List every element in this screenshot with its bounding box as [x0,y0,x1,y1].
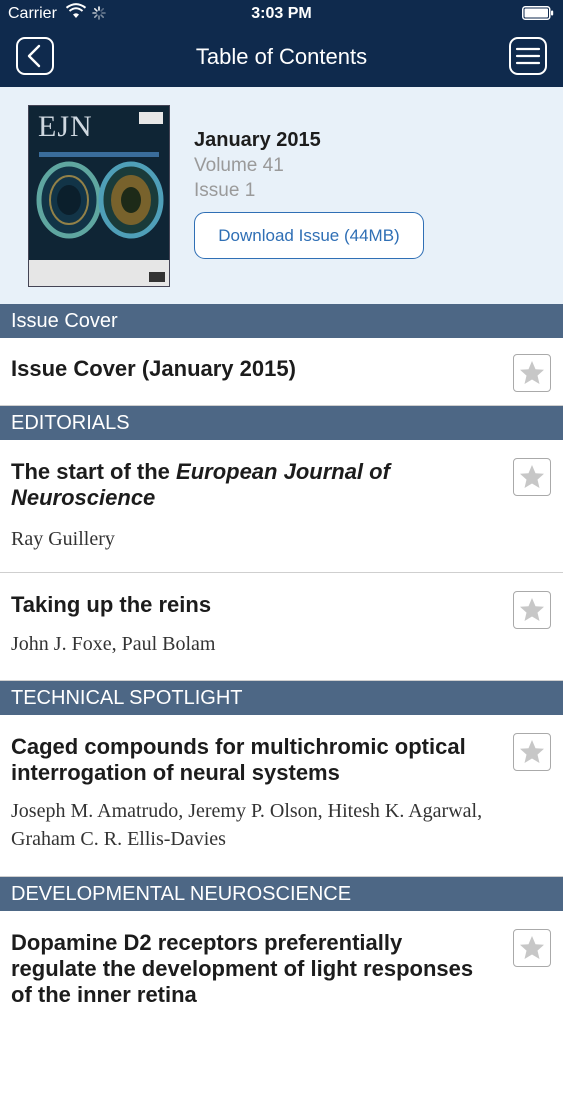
cover-footer [29,260,169,286]
article-authors: Joseph M. Amatrudo, Jeremy P. Olson, Hitesh K. Agarwal, Graham C. R. Ellis-Davies [11,800,483,850]
status-bar [0,0,563,30]
section-header-issue-cover: Issue Cover [0,304,563,338]
list-item[interactable] [0,573,563,681]
article-title: Taking up the reins [11,592,212,617]
favorite-button[interactable] [513,929,551,967]
menu-button[interactable] [509,37,547,75]
section-header-developmental-neuroscience: DEVELOPMENTAL NEUROSCIENCE [0,877,563,911]
section-header-editorials: EDITORIALS [0,406,563,440]
issue-header [0,87,563,304]
favorite-button[interactable] [513,354,551,392]
article-title: Caged compounds for multichromic optical interrogation of neural systems [11,734,466,785]
article-authors: John J. Foxe, Paul Bolam [11,633,216,655]
section-header-technical-spotlight: TECHNICAL SPOTLIGHT [0,681,563,715]
issue-month: January 2015 [194,129,321,151]
star-icon [518,359,546,387]
favorite-button[interactable] [513,733,551,771]
list-item[interactable] [0,715,563,877]
cover-artwork [29,158,170,258]
cover-band [39,152,159,157]
article-title: Dopamine D2 receptors preferentially regulate the development of light responses of the inner retina [11,930,474,1007]
download-issue-button[interactable]: Download Issue (44MB) [194,212,424,259]
star-icon [518,596,546,624]
star-icon [518,738,546,766]
star-icon [518,463,546,491]
carrier-label: Carrier [8,5,57,22]
article-title: Issue Cover (January 2015) [11,356,296,381]
issue-volume: Volume 41 [194,155,284,176]
issue-number: Issue 1 [194,180,256,201]
status-time: 3:03 PM [251,5,312,22]
navigation-bar [0,30,563,87]
list-item[interactable] [0,911,563,1111]
top-bar [0,0,563,87]
hamburger-menu-icon [511,39,545,73]
favorite-button[interactable] [513,591,551,629]
list-item[interactable] [0,338,563,406]
list-item[interactable] [0,440,563,573]
star-icon [518,934,546,962]
article-authors: Ray Guillery [11,528,115,550]
cover-logo: EJN [38,110,93,143]
cover-publisher-badge [139,112,163,124]
page-title: Table of Contents [195,44,368,69]
favorite-button[interactable] [513,458,551,496]
issue-cover-image[interactable] [28,105,170,287]
article-title: The start of the European Journal of Neuroscience [11,459,390,510]
battery-icon [522,6,554,20]
